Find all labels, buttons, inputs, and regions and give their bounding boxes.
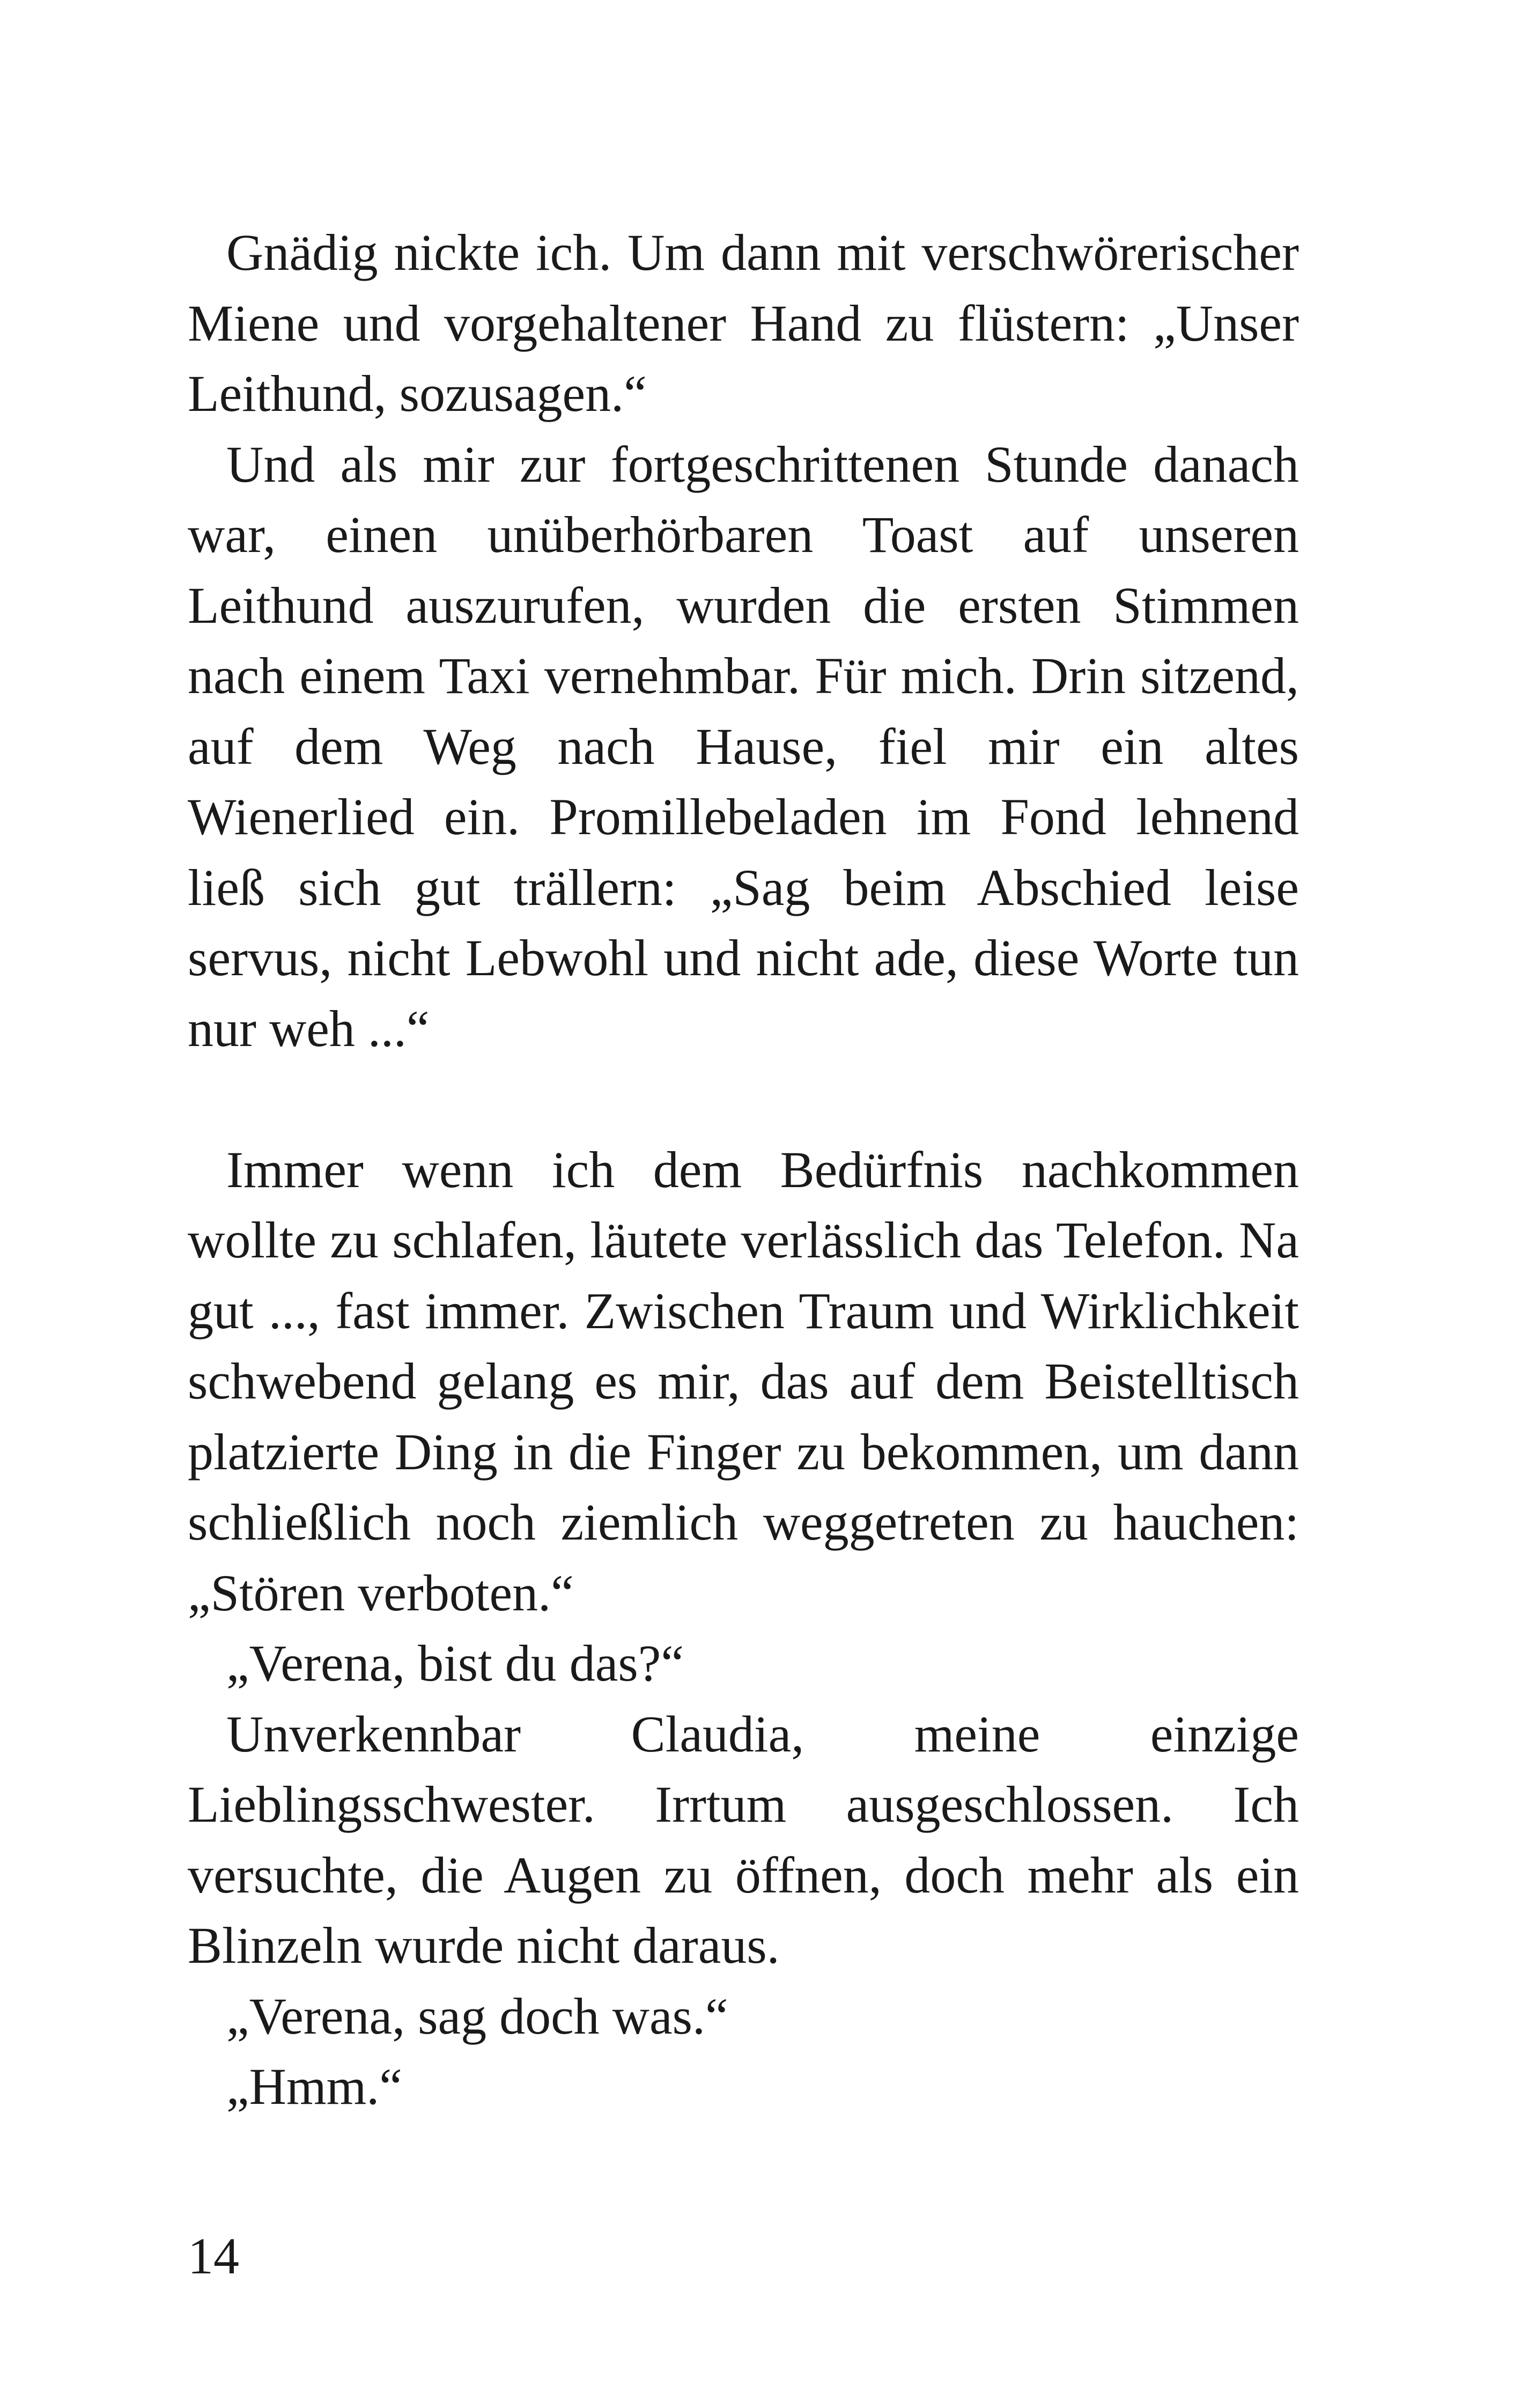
paragraph: Und als mir zur fortgeschrittenen Stunde danach war, einen unüberhörbaren Toast auf unseren Leithund auszurufen, wurden die ersten Stimmen nach einem Taxi vernehmbar. Für mich. Drin sitzend, auf dem Weg nach Hause, fiel mir ein altes Wienerlied ein. Promillebeladen im Fond lehnend ließ sich gut trällern: „Sag beim Abschied leise servus, nicht Lebwohl und nicht ade, diese Worte tun nur weh ...“ <box>188 435 1299 1057</box>
paragraph: „Verena, bist du das?“ <box>226 1634 684 1692</box>
paragraph: Gnädig nickte ich. Um dann mit verschwörerischer Miene und vorgehaltener Hand zu flüstern: „Unser Leithund, sozusagen.“ <box>188 224 1299 422</box>
paragraph: Unverkennbar Claudia, meine einzige Lieblingsschwester. Irrtum ausgeschlossen. Ich versuchte, die Augen zu öffnen, doch mehr als ein Blinzeln wurde nicht daraus. <box>188 1705 1299 1974</box>
paragraph: „Verena, sag doch was.“ <box>226 1987 728 2045</box>
paragraph: „Hmm.“ <box>226 2058 402 2115</box>
body-text <box>188 217 1299 2122</box>
paragraph: Immer wenn ich dem Bedürfnis nachkommen wollte zu schlafen, läutete verlässlich das Telefon. Na gut ..., fast immer. Zwischen Traum und Wirklichkeit schwebend gelang es mir, das auf dem Beistelltisch platzierte Ding in die Finger zu bekommen, um dann schließlich noch ziemlich weggetreten zu hauchen: „Stören verboten.“ <box>188 1140 1299 1622</box>
page-number: 14 <box>188 2227 239 2285</box>
